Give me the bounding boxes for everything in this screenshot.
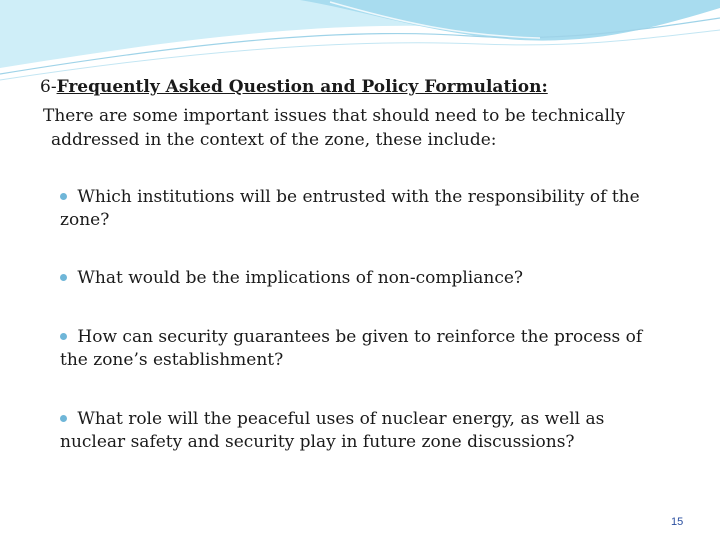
intro-line-2: addressed in the context of the zone, these include: (51, 130, 497, 150)
bullet-text: What would be the implications of non-compliance? (77, 268, 524, 288)
bullet-item (60, 408, 670, 454)
bullet-dot-icon (60, 333, 67, 340)
bullet-item (60, 326, 670, 372)
bullet-text: How can security guarantees be given to reinforce the process of the zone’s establishment? (60, 327, 643, 370)
bullet-item (60, 267, 670, 290)
bullet-text: What role will the peaceful uses of nuclear energy, as well as nuclear safety and security play in future zone discussions? (60, 409, 605, 452)
bullet-item (60, 186, 670, 232)
bullet-text: Which institutions will be entrusted with the responsibility of the zone? (60, 187, 640, 230)
bullet-dot-icon (60, 415, 67, 422)
section-heading (40, 76, 548, 98)
section-title: Frequently Asked Question and Policy Formulation: (56, 77, 548, 97)
section-number: 6- (40, 77, 57, 97)
bullet-dot-icon (60, 193, 67, 200)
intro-paragraph (43, 104, 643, 152)
bullet-dot-icon (60, 274, 67, 281)
page-number: 15 (671, 516, 684, 528)
intro-line-1: There are some important issues that should need to be technically (43, 106, 625, 126)
